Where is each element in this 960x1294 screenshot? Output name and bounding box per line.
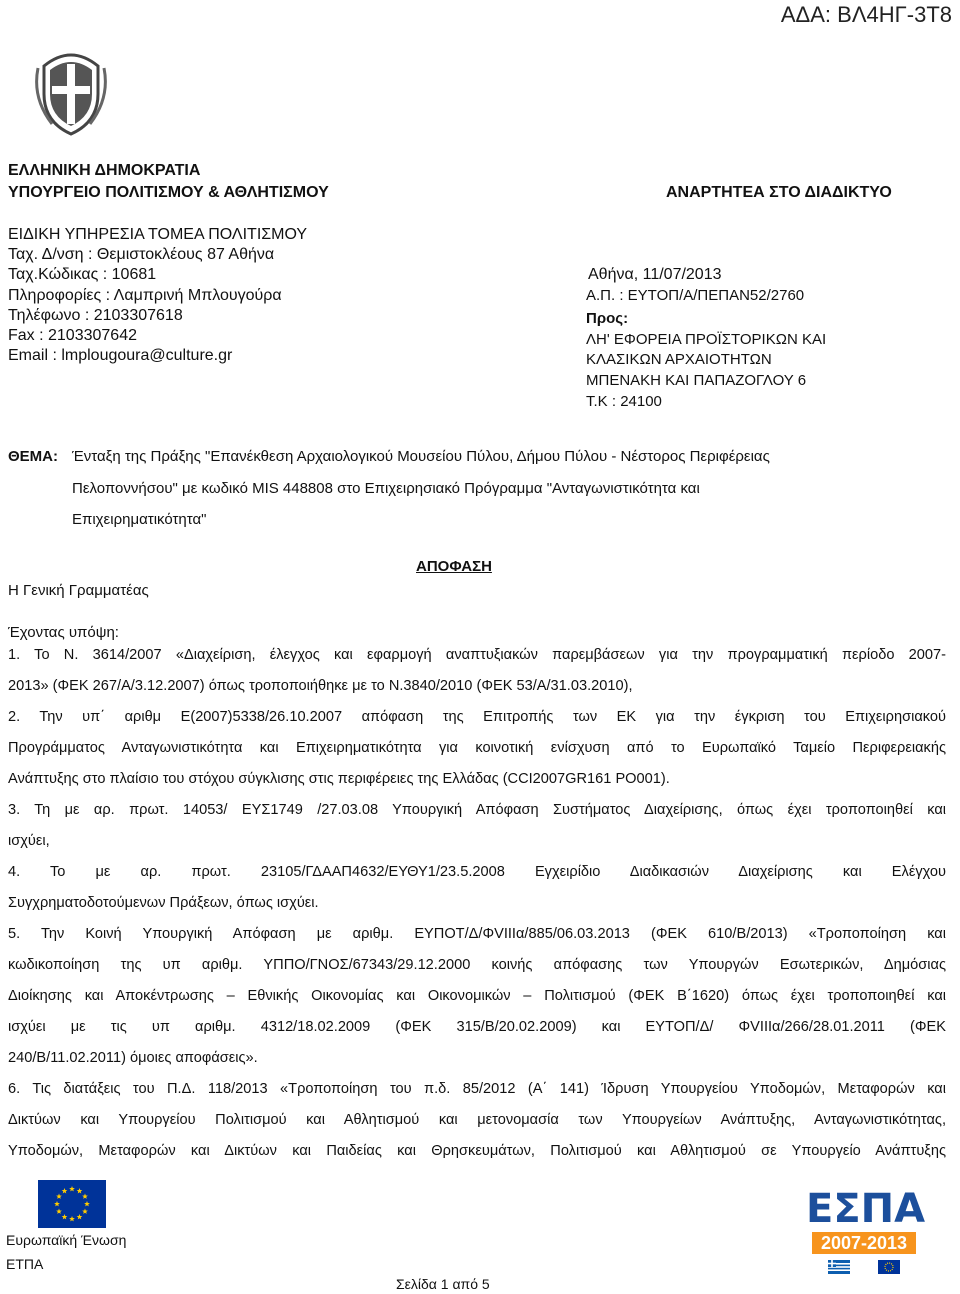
ministry-title: ΥΠΟΥΡΓΕΙΟ ΠΟΛΙΤΙΣΜΟΥ & ΑΘΛΗΤΙΣΜΟΥ (8, 184, 329, 201)
sender-info: Πληροφορίες : Λαμπρινή Μπλουγούρα (8, 287, 282, 304)
secretary-general: Η Γενική Γραμματέας (8, 582, 149, 599)
espa-wordmark: ΕΣΠΑ (806, 1186, 926, 1232)
service-name: ΕΙΔΙΚΗ ΥΠΗΡΕΣΙΑ ΤΟΜΕΑ ΠΟΛΙΤΙΣΜΟΥ (8, 226, 308, 243)
body-line: Συγχρηματοδοτούμενων Πράξεων, όπως ισχύει. (8, 895, 319, 911)
publish-note: ΑΝΑΡΤΗΤΕΑ ΣΤΟ ΔΙΑΔΙΚΤΥΟ (666, 184, 892, 201)
doc-date: Αθήνα, 11/07/2013 (588, 266, 722, 283)
recipient-line-3: ΜΠΕΝΑΚΗ ΚΑΙ ΠΑΠΑΖΟΓΛΟΥ 6 (586, 372, 807, 389)
body-line: κωδικοποίηση της υπ αριθμ. ΥΠΠΟ/ΓΝΟΣ/67343/29.12.2000 κοινής απόφασης των Υπουργών Εσωτερικών, Δημόσιας (8, 957, 946, 973)
recipient-line-4: Τ.Κ : 24100 (586, 393, 662, 410)
subject-line-2: Πελοποννήσου" με κωδικό MIS 448808 στο Επιχειρησιακό Πρόγραμμα "Ανταγωνιστικότητα και (72, 480, 700, 497)
etpa-label: ΕΤΠΑ (6, 1256, 44, 1272)
body-line: Υποδομών, Μεταφορών και Δικτύων και Παιδείας και Θρησκευμάτων, Πολιτισμού και Αθλητισμού σε Υπουργείο Ανάπτυξης (8, 1143, 946, 1159)
eu-label: Ευρωπαϊκή Ένωση (6, 1232, 127, 1248)
decision-title: ΑΠΟΦΑΣΗ (416, 558, 492, 575)
espa-logo (806, 1186, 926, 1274)
body-line: 240/Β/11.02.2011) όμοιες αποφάσεις». (8, 1050, 258, 1066)
greece-flag-icon (828, 1260, 850, 1274)
body-line: Ανάπτυξης στο πλαίσιο του στόχου σύγκλισης στις περιφέρειες της Ελλάδας (CCI2007GR161 PO001). (8, 771, 670, 787)
body-line: Προγράμματος Ανταγωνιστικότητα και Επιχειρηματικότητα για κοινοτική ενίσχυση από το Ευρωπαϊκό Ταμείο Περιφερειακής (8, 740, 946, 756)
sender-address: Ταχ. Δ/νση : Θεμιστοκλέους 87 Αθήνα (8, 246, 275, 263)
eu-small-flag-icon (878, 1260, 900, 1274)
body-line: 6. Τις διατάξεις του Π.Δ. 118/2013 «Τροποποίηση του π.δ. 85/2012 (Α΄ 141) Ίδρυση Υπουργείου Υποδομών, Μεταφορών και (8, 1081, 946, 1097)
body-line: 1. Το Ν. 3614/2007 «Διαχείριση, έλεγχος και εφαρμογή αναπτυξιακών παρεμβάσεων για την προγραμματική περίοδο 2007- (8, 647, 946, 663)
sender-fax: Fax : 2103307642 (8, 327, 137, 344)
to-label: Προς: (586, 310, 629, 327)
body-line: ισχύει, (8, 833, 50, 849)
subject-line-3: Επιχειρηματικότητα" (72, 511, 207, 528)
body-text (8, 640, 946, 1167)
greek-coat-of-arms-icon (32, 48, 110, 136)
sender-phone: Τηλέφωνο : 2103307618 (8, 307, 183, 324)
sender-postcode: Ταχ.Κώδικας : 10681 (8, 266, 157, 283)
sender-email: Email : lmplougoura@culture.gr (8, 347, 233, 364)
recipient-line-1: ΛΗ' ΕΦΟΡΕΙΑ ΠΡΟΪΣΤΟΡΙΚΩΝ ΚΑΙ (586, 331, 827, 348)
body-line: 2. Την υπ΄ αριθμ Ε(2007)5338/26.10.2007 απόφαση της Επιτροπής των ΕΚ για την έγκριση του Επιχειρησιακού (8, 709, 946, 725)
subject-label: ΘΕΜΑ: (8, 448, 58, 465)
body-line: 4. Το με αρ. πρωτ. 23105/ΓΔΑΑΠ4632/ΕΥΘΥ1/23.5.2008 Εγχειρίδιο Διαδικασιών Διαχείρισης και Ελέγχου (8, 864, 946, 880)
body-line: 5. Την Κοινή Υπουργική Απόφαση με αριθμ. ΕΥΠΟΤ/Δ/ΦVIIIα/885/06.03.2013 (ΦΕΚ 610/Β/2013) «Τροποποίηση και (8, 926, 946, 942)
recipient-line-2: ΚΛΑΣΙΚΩΝ ΑΡΧΑΙΟΤΗΤΩΝ (586, 351, 772, 368)
ada-code: ΑΔΑ: ΒΛ4ΗΓ-3Τ8 (780, 2, 952, 27)
body-line: Διοίκησης και Αποκέντρωσης – Εθνικής Οικονομίας και Οικονομικών – Πολιτισμού (ΦΕΚ Β΄1620) όπως έχει τροποποιηθεί και (8, 988, 946, 1004)
body-line: Δικτύων και Υπουργείου Πολιτισμού και Αθλητισμού και μετονομασία των Υπουργείων Ανάπτυξης, Ανταγωνιστικότητας, (8, 1112, 946, 1128)
espa-years: 2007-2013 (812, 1232, 916, 1254)
subject-line-1: Ένταξη της Πράξης "Επανέκθεση Αρχαιολογικού Μουσείου Πύλου, Δήμου Πύλου - Νέστορος Περιφέρειας (72, 448, 770, 465)
body-line: 3. Τη με αρ. πρωτ. 14053/ ΕΥΣ1749 /27.03.08 Υπουργική Απόφαση Συστήματος Διαχείρισης, όπως έχει τροποποιηθεί και (8, 802, 946, 818)
republic-title: ΕΛΛΗΝΙΚΗ ΔΗΜΟΚΡΑΤΙΑ (8, 162, 201, 179)
body-line: ισχύει με τις υπ αριθμ. 4312/18.02.2009 (ΦΕΚ 315/Β/20.02.2009) και ΕΥΤΟΠ/Δ/ ΦVIIIα/266/28.01.2011 (ΦΕΚ (8, 1019, 946, 1035)
protocol-number: Α.Π. : ΕΥΤΟΠ/Α/ΠΕΠΑΝ52/2760 (586, 287, 805, 304)
page-number: Σελίδα 1 από 5 (396, 1276, 490, 1292)
body-line: 2013» (ΦΕΚ 267/Α/3.12.2007) όπως τροποποιήθηκε με το Ν.3840/2010 (ΦΕΚ 53/Α/31.03.2010), (8, 678, 633, 694)
eu-flag-icon (38, 1180, 106, 1228)
having-regard: Έχοντας υπόψη: (8, 624, 119, 641)
